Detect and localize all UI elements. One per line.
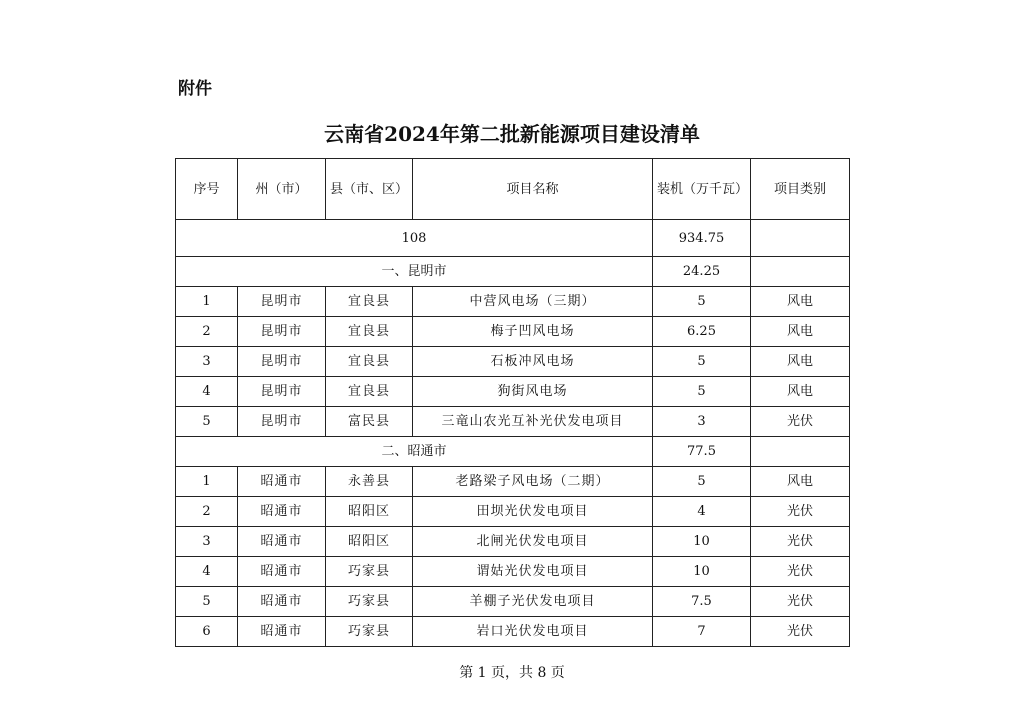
group-row bbox=[176, 257, 850, 287]
cell-county: 宜良县 bbox=[326, 347, 413, 377]
cell-project-name: 三竜山农光互补光伏发电项目 bbox=[413, 407, 653, 437]
cell-county: 宜良县 bbox=[326, 377, 413, 407]
cell-capacity: 10 bbox=[653, 557, 751, 587]
cell-project-name: 梅子凹风电场 bbox=[413, 317, 653, 347]
cell-project-type: 风电 bbox=[751, 287, 850, 317]
cell-city: 昭通市 bbox=[238, 587, 326, 617]
cell-county: 永善县 bbox=[326, 467, 413, 497]
project-table bbox=[175, 158, 850, 647]
cell-project-name: 岩口光伏发电项目 bbox=[413, 617, 653, 647]
table-header-row bbox=[176, 159, 850, 220]
cell-county: 宜良县 bbox=[326, 317, 413, 347]
cell-index: 5 bbox=[176, 587, 238, 617]
cell-project-type: 风电 bbox=[751, 317, 850, 347]
table-row bbox=[176, 467, 850, 497]
cell-project-type: 光伏 bbox=[751, 407, 850, 437]
attachment-label: 附件 bbox=[178, 79, 212, 99]
header-capacity: 装机（万千瓦） bbox=[653, 159, 751, 220]
table-row bbox=[176, 407, 850, 437]
group-capacity: 77.5 bbox=[653, 437, 751, 467]
cell-project-name: 田坝光伏发电项目 bbox=[413, 497, 653, 527]
header-project-name: 项目名称 bbox=[413, 159, 653, 220]
cell-project-type: 风电 bbox=[751, 347, 850, 377]
header-index: 序号 bbox=[176, 159, 238, 220]
cell-county: 巧家县 bbox=[326, 587, 413, 617]
cell-capacity: 5 bbox=[653, 287, 751, 317]
cell-city: 昭通市 bbox=[238, 557, 326, 587]
cell-city: 昭通市 bbox=[238, 497, 326, 527]
table-row bbox=[176, 497, 850, 527]
header-project-type: 项目类别 bbox=[751, 159, 850, 220]
cell-index: 5 bbox=[176, 407, 238, 437]
cell-capacity: 7.5 bbox=[653, 587, 751, 617]
cell-capacity: 5 bbox=[653, 377, 751, 407]
cell-project-name: 老路梁子风电场（二期） bbox=[413, 467, 653, 497]
cell-index: 4 bbox=[176, 557, 238, 587]
cell-project-name: 狗街风电场 bbox=[413, 377, 653, 407]
cell-city: 昭通市 bbox=[238, 527, 326, 557]
cell-project-type: 光伏 bbox=[751, 527, 850, 557]
cell-index: 3 bbox=[176, 527, 238, 557]
cell-county: 巧家县 bbox=[326, 617, 413, 647]
cell-city: 昭通市 bbox=[238, 617, 326, 647]
cell-project-type: 风电 bbox=[751, 377, 850, 407]
cell-project-name: 谓姑光伏发电项目 bbox=[413, 557, 653, 587]
table-row bbox=[176, 587, 850, 617]
cell-county: 巧家县 bbox=[326, 557, 413, 587]
page-footer: 第 1 页，共 8 页 bbox=[459, 665, 565, 681]
table-row bbox=[176, 377, 850, 407]
group-capacity: 24.25 bbox=[653, 257, 751, 287]
total-type bbox=[751, 220, 850, 257]
header-county: 县（市、区） bbox=[326, 159, 413, 220]
cell-city: 昆明市 bbox=[238, 317, 326, 347]
document-title: 云南省2024年第二批新能源项目建设清单 bbox=[324, 122, 700, 146]
table-row bbox=[176, 557, 850, 587]
group-type bbox=[751, 437, 850, 467]
cell-project-name: 北闸光伏发电项目 bbox=[413, 527, 653, 557]
cell-capacity: 6.25 bbox=[653, 317, 751, 347]
total-row bbox=[176, 220, 850, 257]
table-row bbox=[176, 347, 850, 377]
cell-capacity: 5 bbox=[653, 467, 751, 497]
header-city: 州（市） bbox=[238, 159, 326, 220]
table-row bbox=[176, 527, 850, 557]
cell-county: 昭阳区 bbox=[326, 497, 413, 527]
cell-capacity: 10 bbox=[653, 527, 751, 557]
group-row bbox=[176, 437, 850, 467]
cell-project-type: 风电 bbox=[751, 467, 850, 497]
cell-index: 1 bbox=[176, 467, 238, 497]
cell-city: 昆明市 bbox=[238, 287, 326, 317]
group-label: 一、昆明市 bbox=[176, 257, 653, 287]
total-count: 108 bbox=[176, 220, 653, 257]
cell-project-name: 羊棚子光伏发电项目 bbox=[413, 587, 653, 617]
cell-city: 昆明市 bbox=[238, 377, 326, 407]
cell-city: 昆明市 bbox=[238, 347, 326, 377]
cell-index: 2 bbox=[176, 317, 238, 347]
group-label: 二、昭通市 bbox=[176, 437, 653, 467]
total-capacity: 934.75 bbox=[653, 220, 751, 257]
group-type bbox=[751, 257, 850, 287]
cell-project-name: 石板冲风电场 bbox=[413, 347, 653, 377]
cell-index: 6 bbox=[176, 617, 238, 647]
table-row bbox=[176, 617, 850, 647]
cell-project-type: 光伏 bbox=[751, 617, 850, 647]
cell-city: 昆明市 bbox=[238, 407, 326, 437]
cell-capacity: 4 bbox=[653, 497, 751, 527]
table-body bbox=[176, 220, 850, 647]
cell-project-type: 光伏 bbox=[751, 587, 850, 617]
cell-project-type: 光伏 bbox=[751, 497, 850, 527]
table-row bbox=[176, 287, 850, 317]
cell-index: 2 bbox=[176, 497, 238, 527]
cell-index: 3 bbox=[176, 347, 238, 377]
cell-county: 昭阳区 bbox=[326, 527, 413, 557]
cell-index: 4 bbox=[176, 377, 238, 407]
cell-project-name: 中营风电场（三期） bbox=[413, 287, 653, 317]
cell-capacity: 7 bbox=[653, 617, 751, 647]
cell-county: 宜良县 bbox=[326, 287, 413, 317]
cell-project-type: 光伏 bbox=[751, 557, 850, 587]
cell-city: 昭通市 bbox=[238, 467, 326, 497]
cell-capacity: 5 bbox=[653, 347, 751, 377]
cell-index: 1 bbox=[176, 287, 238, 317]
cell-capacity: 3 bbox=[653, 407, 751, 437]
cell-county: 富民县 bbox=[326, 407, 413, 437]
table-row bbox=[176, 317, 850, 347]
